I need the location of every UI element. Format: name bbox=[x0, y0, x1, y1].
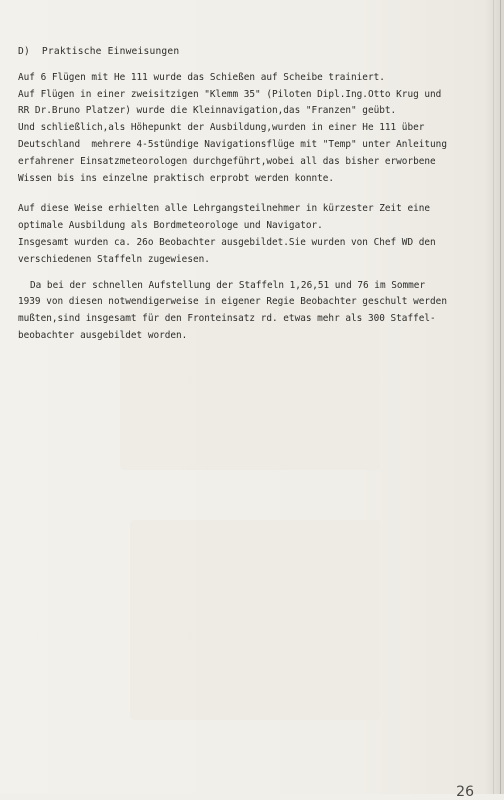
text-line: RR Dr.Bruno Platzer) wurde die Kleinnavigation,das "Franzen" geübt. bbox=[18, 105, 397, 117]
page-number: 26 bbox=[456, 784, 474, 800]
text-line: Wissen bis ins einzelne praktisch erprobt werden konnte. bbox=[18, 172, 335, 184]
page-edge-line bbox=[500, 0, 501, 794]
paragraph-training-result bbox=[18, 201, 463, 268]
text-line: Insgesamt wurden ca. 26o Beobachter ausgebildet.Sie wurden von Chef WD den bbox=[18, 236, 436, 248]
paragraph-spacer bbox=[18, 269, 463, 278]
text-line: optimale Ausbildung als Bordmeteorologe und Navigator. bbox=[18, 220, 323, 232]
section-heading: D) Praktische Einweisungen bbox=[18, 46, 180, 57]
text-line: Deutschland mehrere 4-5stündige Navigationsflüge mit "Temp" unter Anleitung bbox=[18, 138, 447, 150]
text-line: erfahrener Einsatzmeteorologen durchgeführt,wobei all das bisher erworbene bbox=[18, 155, 436, 167]
text-line: Auf Flügen in einer zweisitzigen "Klemm 35" (Piloten Dipl.Ing.Otto Krug und bbox=[18, 88, 442, 100]
paragraph-squadron-observers bbox=[18, 278, 463, 345]
page-edge-line-inner bbox=[493, 0, 494, 794]
show-through-image-bottom bbox=[130, 520, 380, 720]
paragraph-practice-flights bbox=[18, 70, 463, 188]
text-line: 1939 von diesen notwendigerweise in eigener Regie Beobachter geschult werden bbox=[18, 296, 447, 308]
document-body bbox=[18, 44, 463, 345]
text-line: Auf 6 Flügen mit He 111 wurde das Schießen auf Scheibe trainiert. bbox=[18, 71, 385, 83]
text-line: beobachter ausgebildet worden. bbox=[18, 329, 188, 341]
text-line: Da bei der schnellen Aufstellung der Staffeln 1,26,51 und 76 im Sommer bbox=[30, 279, 426, 291]
text-line: mußten,sind insgesamt für den Fronteinsatz rd. etwas mehr als 300 Staffel- bbox=[18, 313, 436, 325]
text-line: verschiedenen Staffeln zugewiesen. bbox=[18, 253, 210, 265]
text-line: Und schließlich,als Höhepunkt der Ausbildung,wurden in einer He 111 über bbox=[18, 122, 425, 134]
text-line: Auf diese Weise erhielten alle Lehrgangsteilnehmer in kürzester Zeit eine bbox=[18, 203, 431, 215]
paragraph-spacer bbox=[18, 187, 463, 201]
